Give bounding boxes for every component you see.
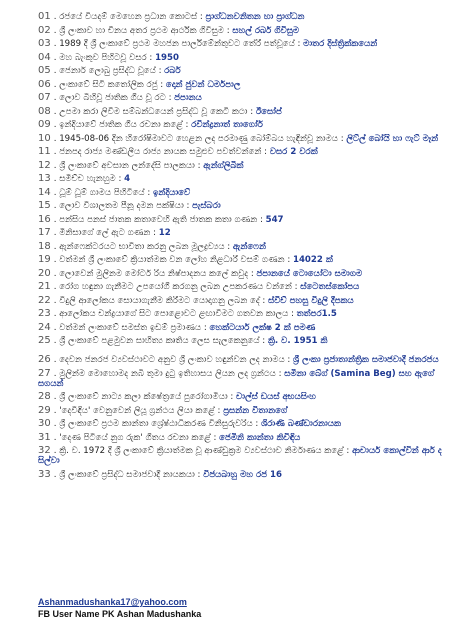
qa-number: 14	[38, 187, 51, 198]
qa-number: 03	[38, 39, 51, 49]
qa-number: 20	[38, 268, 51, 279]
qa-number: 23	[38, 309, 51, 319]
qa-number: 33	[38, 469, 51, 480]
author-email-link[interactable]: Ashanmadushanka17@yahoo.com	[38, 597, 187, 607]
qa-question: . ලංකාවේ සිටි කතෝලික රජු :	[53, 79, 164, 90]
qa-answer: විජයබාහු මහ රජ 16	[203, 469, 282, 480]
qa-answer: පැස්බරා	[192, 201, 221, 211]
qa-question: . ඉන්දියාවේ ජාතික ගීය රචනා කළේ :	[53, 120, 189, 130]
qa-item	[38, 39, 444, 49]
qa-question: . වත්මන් ශ්‍රී ලංකාවේ ක්‍රියාත්මක වන ලෝහ නිළධාරී වසම් ගණන :	[53, 255, 291, 265]
qa-question: . විදුලි ආලෝකය සොයාගැනීම කිරීමට යොදාගනු ලබන දේ :	[53, 295, 266, 306]
qa-item	[38, 406, 444, 416]
qa-question: . දෙවන ජනරජ ව්‍යවස්ථාවට අනුව ශ්‍රී ලංකාව හඳුන්වන ලද නාමය :	[53, 355, 291, 365]
qa-question: . පන්සිය පනස් ජාතක කතාවෙහි ඇති ජාතක කතා ගණන :	[53, 214, 263, 225]
qa-question: . ශ්‍රී ලංකාවේ නාට්‍ය කලා ක්ෂේත්‍රයේ පුරෝගාමියා :	[53, 392, 234, 402]
qa-number: 22	[38, 295, 51, 306]
qa-answer: ලිට්ල් බෝයි හා ෆැට් මෑන්	[346, 133, 439, 144]
qa-question: . ආලෝකය චන්ද්‍රයාගේ සිට පොළොවට ළඟාවීමට ගතවන කාලය :	[53, 309, 294, 319]
qa-number: 18	[38, 241, 51, 252]
qa-answer: ස්වීච් පහසු විදුලි දීපකය	[268, 295, 354, 306]
facebook-user-name: FB User Name PK Ashan Madushanka	[38, 609, 202, 619]
qa-item	[38, 161, 444, 171]
qa-number: 15	[38, 201, 51, 211]
qa-answer: තත්පර1.5	[296, 309, 337, 319]
qa-item	[38, 93, 444, 103]
qa-answer: ජපානය	[174, 93, 202, 103]
qa-number: 19	[38, 255, 51, 265]
qa-number: 28	[38, 392, 51, 402]
qa-number: 08	[38, 106, 51, 117]
qa-item	[38, 336, 444, 346]
qa-question: . 'දෙණ පිටියේ නුග රුක' ගීතය රචනා කළේ :	[53, 432, 217, 443]
qa-item	[38, 392, 444, 402]
qa-question: . රෝග හඳුනා ගැනීමට උපයෝගී කරගනු ලබන උපකරණය වන්නේ :	[53, 282, 298, 292]
qa-question: . මිනිසාගේ ලේ ඇට ගණන :	[53, 228, 157, 238]
qa-answer: ජපානයේ ටොයෝටා සමාගම	[256, 268, 363, 279]
qa-number: 07	[38, 93, 51, 103]
qa-question: . 'දෙවිඳිය' වෙනුවෙන් ලියූ ග්‍රන්ථය ලියා කළේ :	[53, 405, 221, 416]
qa-question: . ක්‍රි. ව. 1972 දී ශ්‍රී ලංකාවේ ක්‍රියාත්මක වූ ආණ්ඩුක්‍රම ව්‍යවස්ථාව නිර්මාණය කළේ :	[53, 446, 350, 456]
qa-item	[38, 269, 444, 279]
qa-answer: ඇන්ග්ලිබීක්	[203, 160, 244, 171]
qa-number: 11	[38, 147, 51, 157]
qa-number: 12	[38, 160, 51, 171]
qa-item	[38, 470, 444, 480]
qa-number: 31	[38, 432, 51, 443]
qa-number: 06	[38, 79, 51, 90]
qa-answer: ප්‍රසන්න විතානගේ	[223, 405, 288, 416]
qa-question: . රජයේ වියදම් මෙහෙන ප්‍රධාන කොටස් :	[53, 12, 203, 22]
qa-question: . ශ්‍රී ලංකාවේ පළමුවන සාහිත්‍ය කෘතිය ලෙස සැලකෙනුයේ :	[53, 336, 266, 346]
qa-number: 17	[38, 228, 51, 238]
qa-list	[38, 12, 444, 480]
qa-number: 24	[38, 322, 51, 333]
qa-item	[38, 26, 444, 36]
qa-question: . මුලින්ම මොහොමද නබි තුමා දුටු ඉතිහාසය ලියන ලද ග්‍රන්ථය :	[53, 368, 282, 379]
qa-answer: 547	[265, 214, 284, 225]
qa-answer: 14022 ක්	[292, 255, 333, 265]
qa-answer: හෙක්ටයාර් ලක්ෂ 2 ක් පමණ	[209, 322, 316, 333]
qa-question: . ශ්‍රී ලංකාවේ ප්‍රසිද්ධ සමාජවාදී නායකයා :	[53, 469, 201, 480]
qa-item	[38, 282, 444, 292]
qa-answer: ප්‍රාග්ධනවනිතන හා ප්‍රාග්ධන	[205, 12, 305, 22]
qa-item	[38, 323, 444, 333]
qa-item	[38, 66, 444, 76]
qa-number: 27	[38, 368, 51, 379]
qa-question: . උපමා කරා ලිවීම සම්බන්ධයෙන් ප්‍රසිද්ධ වූ කෙටි කථා :	[53, 106, 254, 117]
qa-item	[38, 419, 444, 429]
qa-answer: ස්ටෙතස්කෝපය	[300, 282, 360, 292]
qa-answer: වසර 2 වරක්	[269, 147, 318, 157]
qa-answer: ශ්‍රී ලංකා ප්‍රජාතාන්ත්‍රික සමාජවාදී ජනරජය	[293, 355, 439, 365]
qa-item	[38, 355, 444, 365]
qa-number: 25	[38, 336, 51, 346]
qa-number: 02	[38, 25, 51, 36]
qa-item	[38, 228, 444, 238]
qa-question: . 1945-08-06 දින හිරෝෂිමාවට හෙළන ලද පරමාණු බෝම්බය හැඳින්වූ නාමය :	[53, 133, 344, 144]
qa-question: . ලොව බිහිවූ ජාතික ගීය වූ රට :	[53, 93, 172, 103]
qa-number: 26	[38, 355, 51, 365]
qa-question: . ශ්‍රී ලංකාවේ ප්‍රථම කාන්තා ශ්‍රේෂ්ඨාධිකරණ විනිසුරුවරිය :	[53, 419, 259, 429]
qa-answer: ක්‍රි. ව. 1951 කි	[267, 336, 328, 346]
qa-item	[38, 309, 444, 319]
qa-question: . ජෙනාර් ලොබු ප්‍රසිද්ධ වූයේ :	[53, 66, 162, 76]
qa-answer: සමීනා බේග් (Samina Beg) සහ ඇගේ සගයන්	[38, 368, 435, 389]
qa-number: 10	[38, 133, 51, 144]
qa-question: . ලොව විශාලතම පීනූ දමන පක්ෂියා :	[53, 201, 190, 211]
qa-item	[38, 188, 444, 198]
qa-question: . ඇන්ෆෙක්ටරයට භාවිතා කරනු ලබන මූලද්‍රව්‍යය :	[53, 241, 231, 252]
qa-item	[38, 134, 444, 144]
qa-number: 21	[38, 282, 51, 292]
qa-item	[38, 120, 444, 130]
qa-number: 32	[38, 446, 51, 456]
qa-answer: රබර්	[164, 66, 181, 76]
qa-answer: ආචාර්ය කොල්වින් ආර් ද සිල්වා	[38, 446, 442, 466]
qa-number: 01	[38, 12, 51, 22]
qa-question: . ශ්‍රී ලංකාවේ අවසාන ලන්දේසි පාලකයා :	[53, 160, 201, 171]
qa-question: . 1989 දී ශ්‍රී ලංකාවේ ප්‍රථම මහජන පාර්ලිමේන්තුවට තේරී පත්වූයේ :	[53, 39, 301, 49]
qa-number: 05	[38, 66, 51, 76]
qa-number: 29	[38, 405, 51, 416]
qa-answer: 12	[158, 228, 171, 238]
qa-question: . සමිච්ච හැනහුම :	[53, 174, 122, 184]
qa-question: . මහ බැංකුව පිහිටවූ වසර :	[53, 52, 153, 63]
qa-item	[38, 255, 444, 265]
qa-item	[38, 174, 444, 184]
qa-item	[38, 147, 444, 157]
qa-number: 30	[38, 419, 51, 429]
author-footer	[38, 596, 201, 621]
qa-item	[38, 201, 444, 211]
qa-question: . ධූම් ධූම් ගාමය පිහිටියේ :	[53, 187, 151, 198]
qa-item	[38, 446, 444, 466]
qa-answer: ඇන්ෆෙන්	[232, 241, 266, 252]
qa-item	[38, 80, 444, 90]
qa-item	[38, 369, 444, 389]
qa-item	[38, 12, 444, 22]
qa-answer: ජෙමිනි කාන්තා කිවිඳිය	[219, 432, 301, 443]
qa-answer: සහල් රබර් ගිවිසුම	[232, 25, 300, 36]
qa-question: . වත්මන් ලංකාවේ සමස්ත ඉඩම් ප්‍රමාණය :	[53, 322, 207, 333]
qa-answer: 4	[124, 174, 131, 184]
qa-item	[38, 53, 444, 63]
qa-answer: 1950	[155, 52, 179, 63]
qa-answer: ඊසෝප්	[255, 106, 282, 117]
qa-number: 04	[38, 52, 51, 63]
qa-number: 13	[38, 174, 51, 184]
qa-question: . ශ්‍රී ලංකාව හා චීනය අතර ප්‍රථම ආර්ථික ගිවිසුම :	[53, 25, 230, 36]
qa-item	[38, 296, 444, 306]
qa-answer: රවීන්ද්‍රනාත් තාගෝර්	[191, 120, 263, 130]
qa-question: . ලොවෙන් මුලිනම මෝටර් රිය නිෂ්පාදනය කලේ කවුද :	[53, 268, 254, 279]
qa-answer: ඉන්දියාවේ	[152, 187, 191, 198]
qa-question: . ජනපද රාජ්‍ය මණ්ඩලීය රාජ්‍ය නායක සමුළුව පවත්වන්නේ :	[53, 147, 268, 157]
qa-item	[38, 107, 444, 117]
qa-number: 09	[38, 120, 51, 130]
qa-answer: දොන් ජුවන් ධර්මපාල	[165, 79, 241, 90]
qa-number: 16	[38, 214, 51, 225]
qa-answer: චාල්ස් ඩයස් අභයසිංහ	[236, 392, 316, 402]
qa-answer: මාතර දිස්ත්‍රික්කයෙන්	[303, 39, 378, 49]
qa-item	[38, 242, 444, 252]
qa-item	[38, 433, 444, 443]
qa-answer: ශිරාණි බණ්ඩාරනායක	[261, 419, 342, 429]
qa-item	[38, 215, 444, 225]
